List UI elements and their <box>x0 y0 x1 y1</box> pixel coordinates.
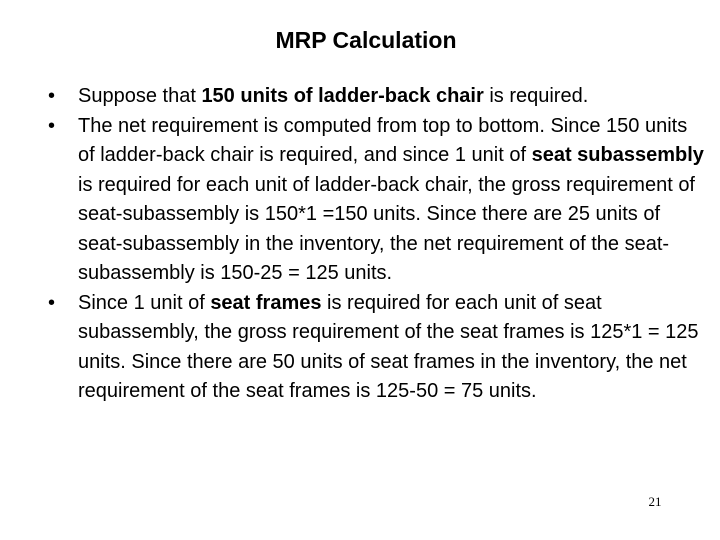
bullet-icon: • <box>48 114 56 137</box>
bullet-item <box>48 112 708 289</box>
bullet-text: is required. <box>483 85 589 107</box>
bullet-bold-text: 150 units of ladder-back chair <box>201 85 484 107</box>
bullet-icon: • <box>48 85 56 107</box>
bullet-text: Suppose that <box>78 85 202 107</box>
bullet-bold-text: seat frames <box>210 291 322 314</box>
bullet-item <box>48 289 708 407</box>
slide-title: MRP Calculation <box>275 27 457 53</box>
bullet-list <box>48 82 708 407</box>
bullet-text: is required for each unit of seat subassembly, the gross requirement of the seat frames is 125*1 = 125 units. Since there are 50 units of seat frames in the inventory, the net requirement of the seat frames is 125-50 = 75 units. <box>78 291 699 402</box>
page-number: 21 <box>648 494 662 509</box>
bullet-icon: • <box>48 291 56 314</box>
bullet-text: is required for each unit of ladder-back chair, the gross requirement of seat-subassembly is 150*1 =150 units. Since there are 25 units of seat-subassembly in the inventory, the net requirement of the seat-subassembly is 150-25 = 125 units. <box>78 173 695 284</box>
bullet-item <box>48 82 708 112</box>
bullet-text: Since 1 unit of <box>78 291 211 314</box>
bullet-text: The net requirement is computed from top to bottom. Since 150 units of ladder-back chair is required, and since 1 unit of <box>78 114 688 166</box>
bullet-bold-text: seat subassembly <box>531 144 704 166</box>
